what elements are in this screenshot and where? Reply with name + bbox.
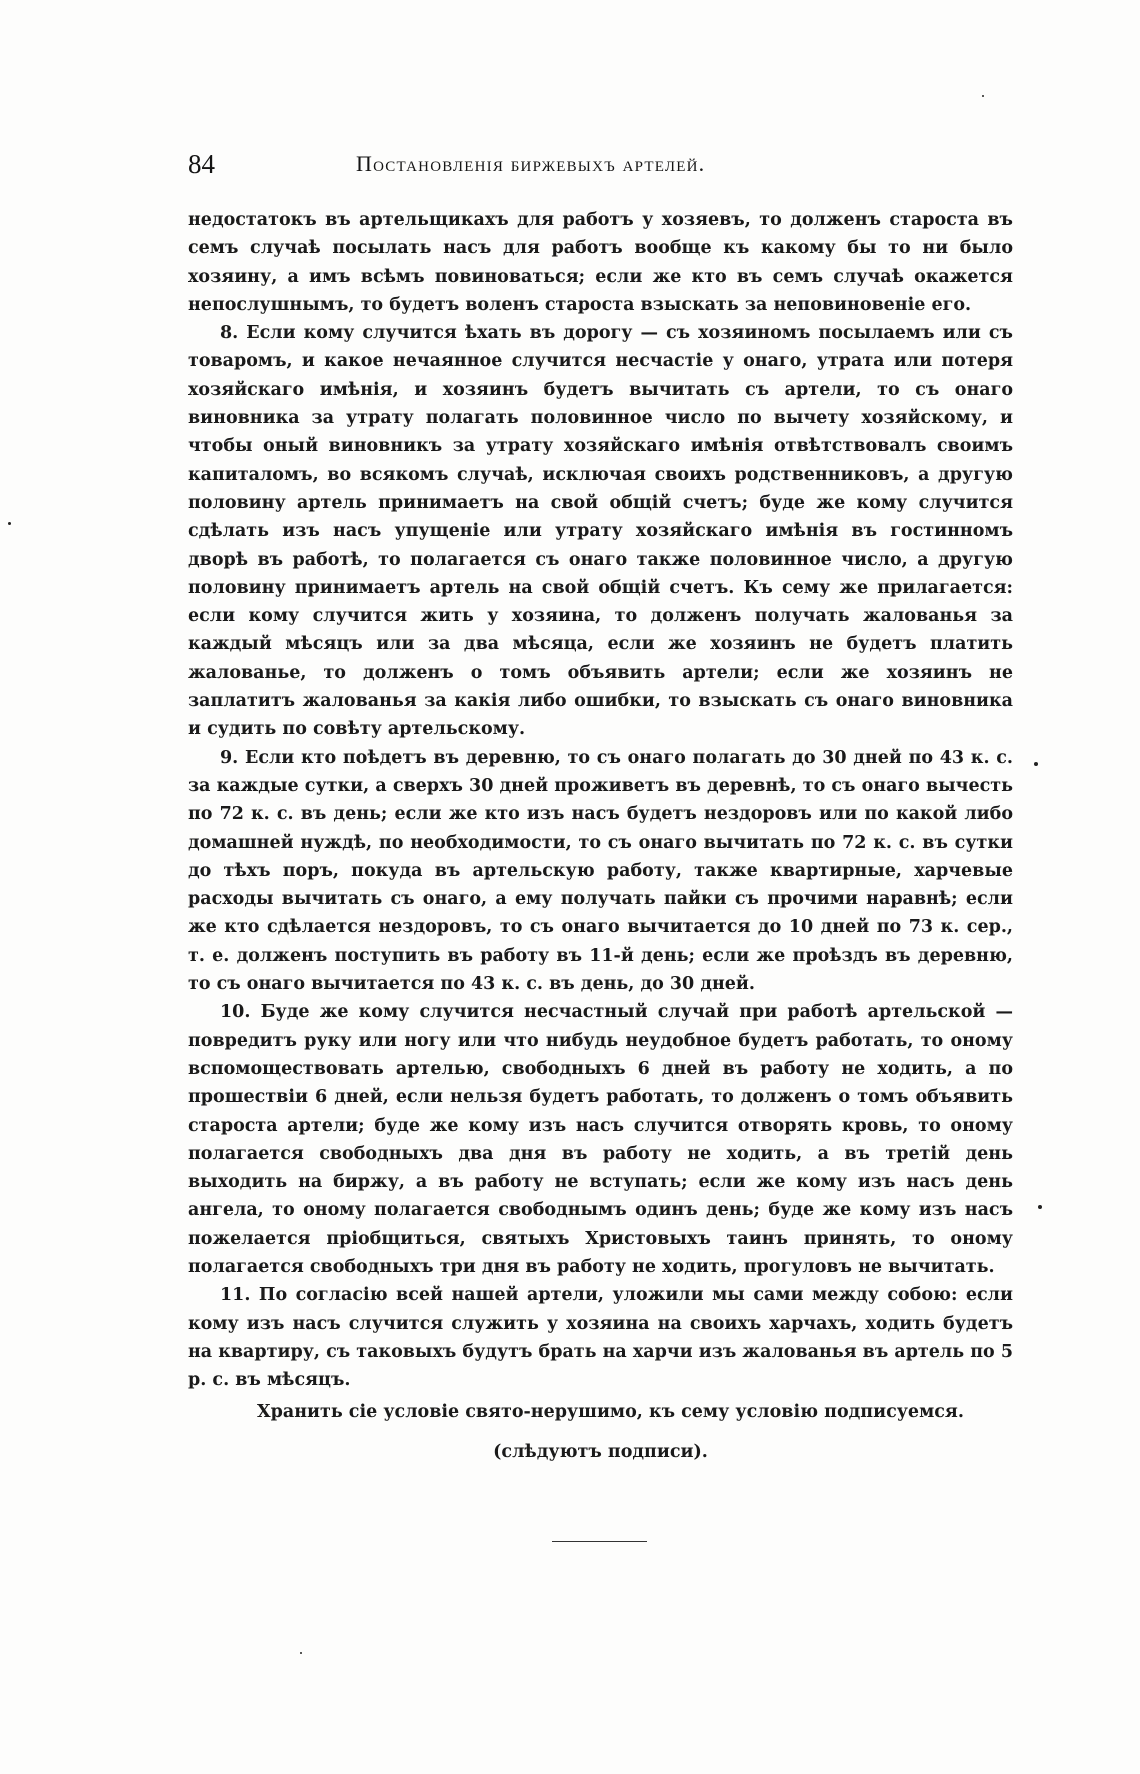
scan-speck: [982, 95, 984, 97]
signatures-note: (слѣдуютъ подписи).: [493, 1442, 708, 1463]
paragraph-11: 11. По согласію всей нашей артели, уложили мы сами между собою: если кому изъ насъ случится служить у хозяина на своихъ харчахъ, ходить будетъ на квартиру, съ таковыхъ будутъ брать на харчи изъ жалованья въ артель по 5 р. с. въ мѣсяцъ.: [188, 1285, 1013, 1391]
page-number: 84: [188, 149, 215, 179]
body-text: [188, 206, 1013, 1466]
paragraph-8: 8. Если кому случится ѣхать въ дорогу — съ хозяиномъ посылаемъ или съ товаромъ, и какое нечаянное случится несчастіе у онаго, утрата или потеря хозяйскаго имѣнія, и хозяинъ будетъ вычитать съ артели, то съ онаго виновника за утрату полагать половинное число по вычету хозяйскому, и чтобы оный виновникъ за утрату хозяйскаго имѣнія отвѣтствовалъ своимъ капиталомъ, во всякомъ случаѣ, исключая своихъ родственниковъ, а другую половину артель принимаетъ на свой общій счетъ; буде же кому случится сдѣлать изъ насъ упущеніе или утрату хозяйскаго имѣнія въ гостинномъ дворѣ въ работѣ, то полагается съ онаго также половинное число, а другую половину принимаетъ артель на свой общій счетъ. Къ сему же прилагается: если кому случится жить у хозяина, то долженъ получать жалованья за каждый мѣсяцъ или за два мѣсяца, если же хозяинъ не будетъ платить жалованье, то долженъ о томъ объявить артели; если же хозяинъ не заплатитъ жалованья за какія либо ошибки, то взыскать съ онаго виновника и судить по совѣту артельскому.: [188, 323, 1013, 740]
scan-speck: [1034, 762, 1038, 766]
closing-statement: Хранить сіе условіе свято-нерушимо, къ сему условію подписуемся.: [257, 1402, 964, 1423]
page-header: [188, 146, 1013, 186]
running-head: Постановленія биржевыхъ артелей.: [356, 151, 706, 176]
scan-speck: [8, 522, 11, 525]
paragraph-10: 10. Буде же кому случится несчастный случай при работѣ артельской — повредитъ руку или ногу или что нибудь неудобное будетъ работать, то оному вспомоществовать артелью, свободныхъ 6 дней въ работу не ходить, а по прошествіи 6 дней, если нельзя будетъ работать, то долженъ о томъ объявить староста артели; буде же кому изъ насъ случится отворять кровь, то оному полагается свободныхъ два дня въ работу не ходить, а въ третій день выходить на биржу, а въ работу не вступать; если же кому изъ насъ день ангела, то оному полагается свободнымъ одинъ день; буде же кому изъ насъ пожелается пріобщиться, святыхъ Христовыхъ таинъ принять, то оному полагается свободныхъ три дня въ работу не ходить, прогуловъ не вычитать.: [188, 1002, 1013, 1277]
paragraph-continuation: недостатокъ въ артельщикахъ для работъ у хозяевъ, то долженъ староста въ семъ случаѣ посылать насъ для работъ вообще къ какому бы то ни было хозяину, а имъ всѣмъ повиноваться; если же кто въ семъ случаѣ окажется непослушнымъ, то будетъ воленъ староста взыскать за неповиновеніе его.: [188, 210, 1013, 315]
end-rule: [552, 1541, 647, 1542]
scan-speck: [1038, 1205, 1042, 1209]
scan-speck: [300, 1652, 302, 1654]
paragraph-9: 9. Если кто поѣдетъ въ деревню, то съ онаго полагать до 30 дней по 43 к. с. за каждые сутки, а сверхъ 30 дней проживетъ въ деревнѣ, то съ онаго вычесть по 72 к. с. въ день; если же кто изъ насъ будетъ нездоровъ или по какой либо домашней нуждѣ, по необходимости, то съ онаго вычитать по 72 к. с. въ сутки до тѣхъ поръ, покуда въ артельскую работу, также квартирные, харчевые расходы вычитать съ онаго, а ему получать пайки съ прочими наравнѣ; если же кто сдѣлается нездоровъ, то съ онаго вычитается до 10 дней по 73 к. сер., т. е. долженъ поступить въ работу въ 11-й день; если же проѣздъ въ деревню, то съ онаго вычитается по 43 к. с. въ день, до 30 дней.: [188, 747, 1013, 995]
